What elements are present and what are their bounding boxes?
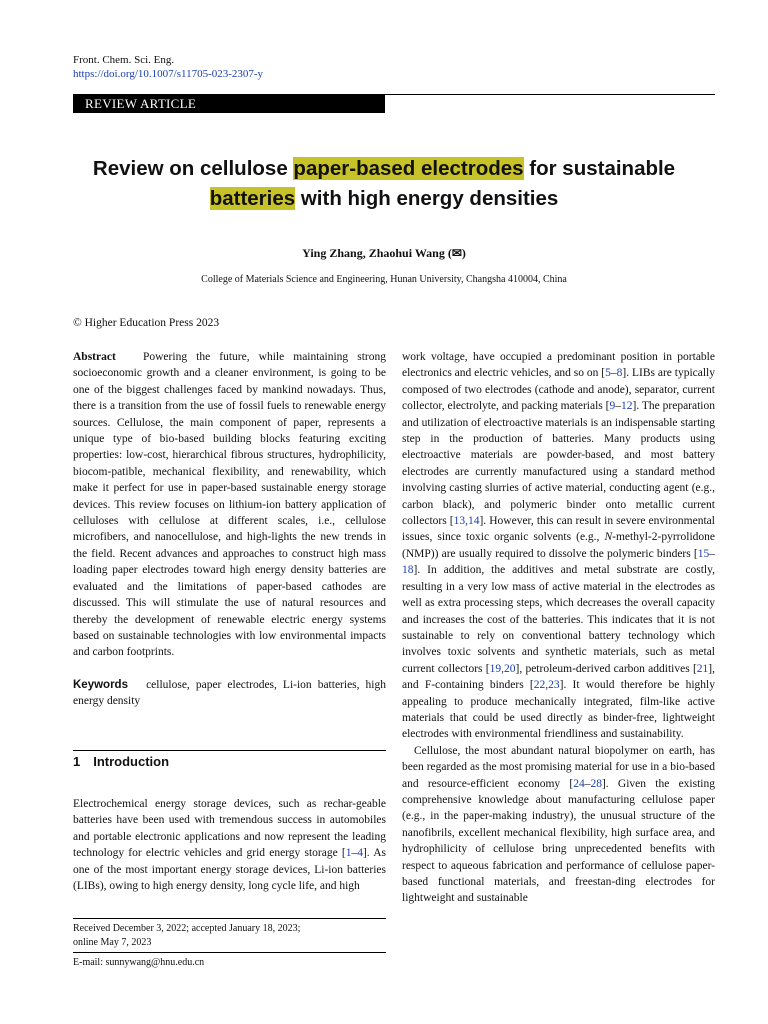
section-heading: 1 Introduction (73, 754, 170, 769)
body-text: ], petroleum-derived carbon additives [ (515, 662, 697, 675)
body-text: Cellulose, the most abundant natural biopolymer on earth, has been regarded as the most promising material for use in a bio-based and resource-efficient economy [ (402, 744, 715, 790)
affiliation: College of Materials Science and Engineering, Hunan University, Changsha 410004, China (201, 274, 567, 285)
intro-text: Electrochemical energy storage devices, such as rechar-geable batteries have been used with tremendous success in automobiles and portable electronic applications and now represent the leading technology for electric vehicles and grid energy storage [ (73, 798, 386, 860)
article-title (40, 154, 728, 214)
intro-text: ]. As one of the most important energy storage devices, Li-ion batteries (LIBs), owing to high energy density, long cycle life, and high (73, 847, 386, 893)
body-text: ]. However, this can result in severe environmental issues, since toxic organic solvents (e.g., (402, 515, 715, 544)
italic-n: N (604, 531, 613, 544)
reference-link[interactable]: 8 (616, 367, 623, 380)
article-type-label: REVIEW ARTICLE (85, 96, 197, 111)
keywords-paragraph (73, 677, 386, 710)
abstract-text: Powering the future, while maintaining strong socioeconomic growth and a cleaner environment, is going to be one of the biggest challenges faced by mankind nowadays. Thus, there is a transition from the use of fossil fuels to renewable energy sources. Cellulose, the main component of paper, represents a unique type of bio-based building blocks featuring exciting properties: low-cost, hierarchical fibrous structures, hydrophilicity, biocom-patible, mechanical flexibility, and renewability, which make it perfect for use in paper-based sustainable energy storage devices. This review focuses on lithium-ion battery application of celluloses with cellulose at different scales, i.e., cellulose microfibers, and nanocellulose, and high-lights the new trends in the field. Recent advances and approaches to construct high mass loading paper electrodes toward high energy density batteries are evaluated and the limitations of paper-based cathodes are discussed. This will stimulate the use of natural resources and thereby the development of renewable electric energy systems based on sustainable technologies with low environmental impacts and carbon footprints. (73, 351, 386, 659)
reference-link[interactable]: 21 (696, 662, 709, 675)
author-list: Ying Zhang, Zhaohui Wang (✉) (302, 246, 466, 260)
body-text: ]. Given the existing comprehensive knowledge about manufacturing cellulose paper (e.g., in the paper-making industry), the unusual structure of the nanofibrils, excellent mechanical flexibility, high surface area, and hydrophilicity of cellulose bring unprecedented benefits with respect to aqueous fabrication and performance of cellulose paper-based functional materials, and freestan-ding electrodes for lightweight and sustainable (402, 777, 715, 905)
corresponding-email: E-mail: sunnywang@hnu.edu.cn (73, 957, 205, 968)
abstract-block (73, 349, 386, 710)
title-part: for sustainable (523, 157, 676, 180)
abstract-paragraph (73, 349, 386, 661)
body-text: work voltage, have occupied a predominant position in portable electronics and electric vehicles, and so on [ (402, 351, 715, 380)
body-text: ]. The preparation and utilization of electroactive materials is an indispensable starting step in the production of batteries. Many products using electroactive materials are powder-based, and most battery electrodes are currently manufactured using a standard method involving casting slurries of active material, conducting agent (e.g., carbon black), and polymeric binder onto metallic current collectors [ (402, 400, 715, 528)
reference-link[interactable]: 12 (620, 400, 633, 413)
ref-dash: – (584, 777, 591, 790)
footnote-rule (73, 952, 386, 953)
reference-link[interactable]: 19,20 (489, 662, 516, 675)
received-line: Received December 3, 2022; accepted January 18, 2023; (73, 923, 301, 934)
ref-dash: – (610, 367, 617, 380)
reference-link[interactable]: 1 (345, 847, 352, 860)
body-text: -methyl-2-pyrrolidone (NMP)) are usually required to dissolve the polymeric binders [ (402, 531, 715, 560)
keywords-text: cellulose, paper electrodes, Li-ion batteries, high energy density (73, 678, 386, 708)
body-paragraph (402, 743, 715, 907)
body-text: ]. In addition, the additives and metal substrate are costly, resulting in a very low mass of active material in the electrodes as well as extra processing steps, which decreases the overall capacity and increases the cost of the batteries. This indicates that it is not sustainable to rely on conventional battery technology which involves toxic solvents and synthetic materials, such as metal current collectors [ (402, 564, 715, 675)
ref-dash: – (351, 847, 358, 860)
copyright-notice: © Higher Education Press 2023 (73, 317, 220, 329)
section-rule (73, 750, 386, 751)
reference-link[interactable]: 4 (357, 847, 363, 860)
reference-link[interactable]: 15 (697, 547, 710, 560)
keywords-label: Keywords (73, 678, 128, 691)
reference-link[interactable]: 18 (402, 564, 414, 577)
title-highlight: batteries (209, 187, 296, 210)
reference-link[interactable]: 13,14 (453, 515, 480, 528)
intro-paragraph (73, 796, 386, 894)
reference-link[interactable]: 28 (590, 777, 602, 790)
reference-link[interactable]: 5 (605, 367, 611, 380)
doi-link[interactable]: https://doi.org/10.1007/s11705-023-2307-y (73, 68, 264, 80)
reference-link[interactable]: 22,23 (533, 679, 560, 692)
right-column (402, 349, 715, 907)
body-text: ], and F-containing binders [ (402, 662, 715, 692)
footnote-rule (73, 918, 386, 919)
ref-dash: – (709, 547, 715, 560)
reference-link[interactable]: 9 (609, 400, 616, 413)
journal-name: Front. Chem. Sci. Eng. (73, 54, 175, 66)
online-line: online May 7, 2023 (73, 937, 152, 948)
title-part: with high energy densities (295, 187, 559, 210)
body-text: ]. LIBs are typically composed of two electrodes (cathode and anode), separator, current collector, electrolyte, and packing materials [ (402, 367, 715, 413)
abstract-label: Abstract (73, 351, 116, 363)
header-rule (385, 94, 715, 95)
body-paragraph (402, 349, 715, 743)
title-highlight: paper-based electrodes (293, 157, 524, 180)
title-part: Review on cellulose (92, 157, 294, 180)
body-text: ]. It would therefore be highly appealing to produce mechanically integrated, film-like active materials that could be used directly as binder-free, lightweight electrodes with environmental friendliness and sustainability. (402, 679, 715, 741)
reference-link[interactable]: 24 (573, 777, 585, 790)
ref-dash: – (615, 400, 621, 413)
received-dates (73, 922, 300, 950)
journal-header (73, 53, 263, 81)
